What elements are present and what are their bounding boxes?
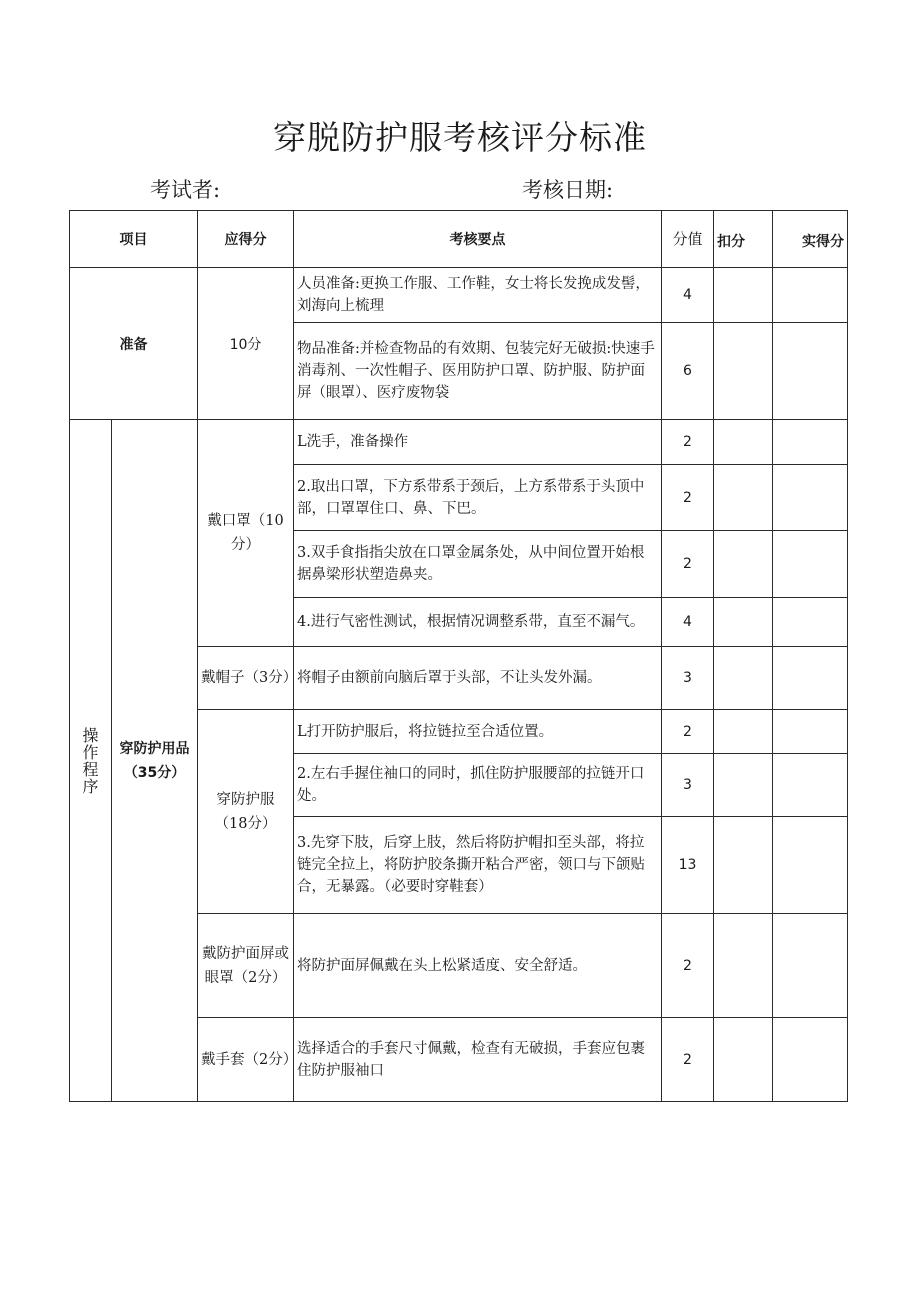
page-title: 穿脱防护服考核评分标准 — [273, 118, 647, 157]
header-due-score: 应得分 — [198, 211, 294, 268]
key-point: L洗手，准备操作 — [294, 420, 662, 465]
header-deduct: 扣分 — [714, 211, 773, 268]
group-mask: 戴口罩（10分） — [198, 420, 294, 647]
deduct-cell[interactable] — [714, 323, 773, 420]
exam-date-label: 考核日期: — [522, 178, 614, 202]
table-header-row — [70, 211, 848, 268]
key-point: 选择适合的手套尺寸佩戴，检查有无破损，手套应包裹住防护服袖口 — [294, 1018, 662, 1102]
actual-cell[interactable] — [773, 598, 848, 647]
key-point: 2.取出口罩，下方系带系于颈后，上方系带系于头顶中部，口罩罩住口、鼻、下巴。 — [294, 465, 662, 531]
prep-item: 准备 — [70, 268, 198, 420]
actual-cell[interactable] — [773, 647, 848, 710]
score-value: 2 — [662, 710, 714, 754]
actual-cell[interactable] — [773, 268, 848, 323]
key-point: L打开防护服后，将拉链拉至合适位置。 — [294, 710, 662, 754]
actual-cell[interactable] — [773, 465, 848, 531]
examiner-label: 考试者: — [150, 178, 221, 202]
header-item: 项目 — [70, 211, 198, 268]
actual-cell[interactable] — [773, 914, 848, 1018]
key-point: 2.左右手握住袖口的同时，抓住防护服腰部的拉链开口处。 — [294, 754, 662, 817]
score-value: 3 — [662, 754, 714, 817]
procedure-section: 穿防护用品（35分） — [112, 420, 198, 1102]
score-value: 4 — [662, 268, 714, 323]
group-face-shield: 戴防护面屏或眼罩（2分） — [198, 914, 294, 1018]
group-cap: 戴帽子（3分） — [198, 647, 294, 710]
actual-cell[interactable] — [773, 754, 848, 817]
actual-cell[interactable] — [773, 710, 848, 754]
deduct-cell[interactable] — [714, 420, 773, 465]
table-row — [70, 268, 848, 323]
deduct-cell[interactable] — [714, 598, 773, 647]
deduct-cell[interactable] — [714, 754, 773, 817]
scoring-table — [69, 210, 848, 1102]
deduct-cell[interactable] — [714, 710, 773, 754]
key-point: 人员准备:更换工作服、工作鞋，女士将长发挽成发髻，刘海向上梳理 — [294, 268, 662, 323]
key-point: 物品准备:并检查物品的有效期、包装完好无破损:快速手消毒剂、一次性帽子、医用防护口罩、防护服、防护面屏（眼罩）、医疗废物袋 — [294, 323, 662, 420]
score-value: 13 — [662, 817, 714, 914]
score-value: 2 — [662, 465, 714, 531]
key-point: 将帽子由额前向脑后罩于头部，不让头发外漏。 — [294, 647, 662, 710]
actual-cell[interactable] — [773, 531, 848, 598]
deduct-cell[interactable] — [714, 1018, 773, 1102]
group-gown: 穿防护服（18分） — [198, 710, 294, 914]
key-point: 3.先穿下肢，后穿上肢，然后将防护帽扣至头部，将拉链完全拉上，将防护胶条撕开粘合严密，领口与下颌贴合，无暴露。（必要时穿鞋套） — [294, 817, 662, 914]
score-value: 6 — [662, 323, 714, 420]
score-value: 2 — [662, 420, 714, 465]
deduct-cell[interactable] — [714, 465, 773, 531]
prep-due: 10分 — [198, 268, 294, 420]
procedure-item: 操 作 程 序 — [70, 420, 112, 1102]
deduct-cell[interactable] — [714, 914, 773, 1018]
key-point: 4.进行气密性测试，根据情况调整系带，直至不漏气。 — [294, 598, 662, 647]
deduct-cell[interactable] — [714, 647, 773, 710]
actual-cell[interactable] — [773, 420, 848, 465]
score-value: 4 — [662, 598, 714, 647]
actual-cell[interactable] — [773, 817, 848, 914]
group-gloves: 戴手套（2分） — [198, 1018, 294, 1102]
deduct-cell[interactable] — [714, 268, 773, 323]
score-value: 2 — [662, 531, 714, 598]
score-value: 3 — [662, 647, 714, 710]
key-point: 3.双手食指指尖放在口罩金属条处，从中间位置开始根据鼻梁形状塑造鼻夹。 — [294, 531, 662, 598]
deduct-cell[interactable] — [714, 531, 773, 598]
actual-cell[interactable] — [773, 1018, 848, 1102]
header-actual: 实得分 — [773, 211, 848, 268]
deduct-cell[interactable] — [714, 817, 773, 914]
table-row — [70, 420, 848, 465]
header-value: 分值 — [662, 211, 714, 268]
score-value: 2 — [662, 914, 714, 1018]
header-key-points: 考核要点 — [294, 211, 662, 268]
actual-cell[interactable] — [773, 323, 848, 420]
score-value: 2 — [662, 1018, 714, 1102]
key-point: 将防护面屏佩戴在头上松紧适度、安全舒适。 — [294, 914, 662, 1018]
